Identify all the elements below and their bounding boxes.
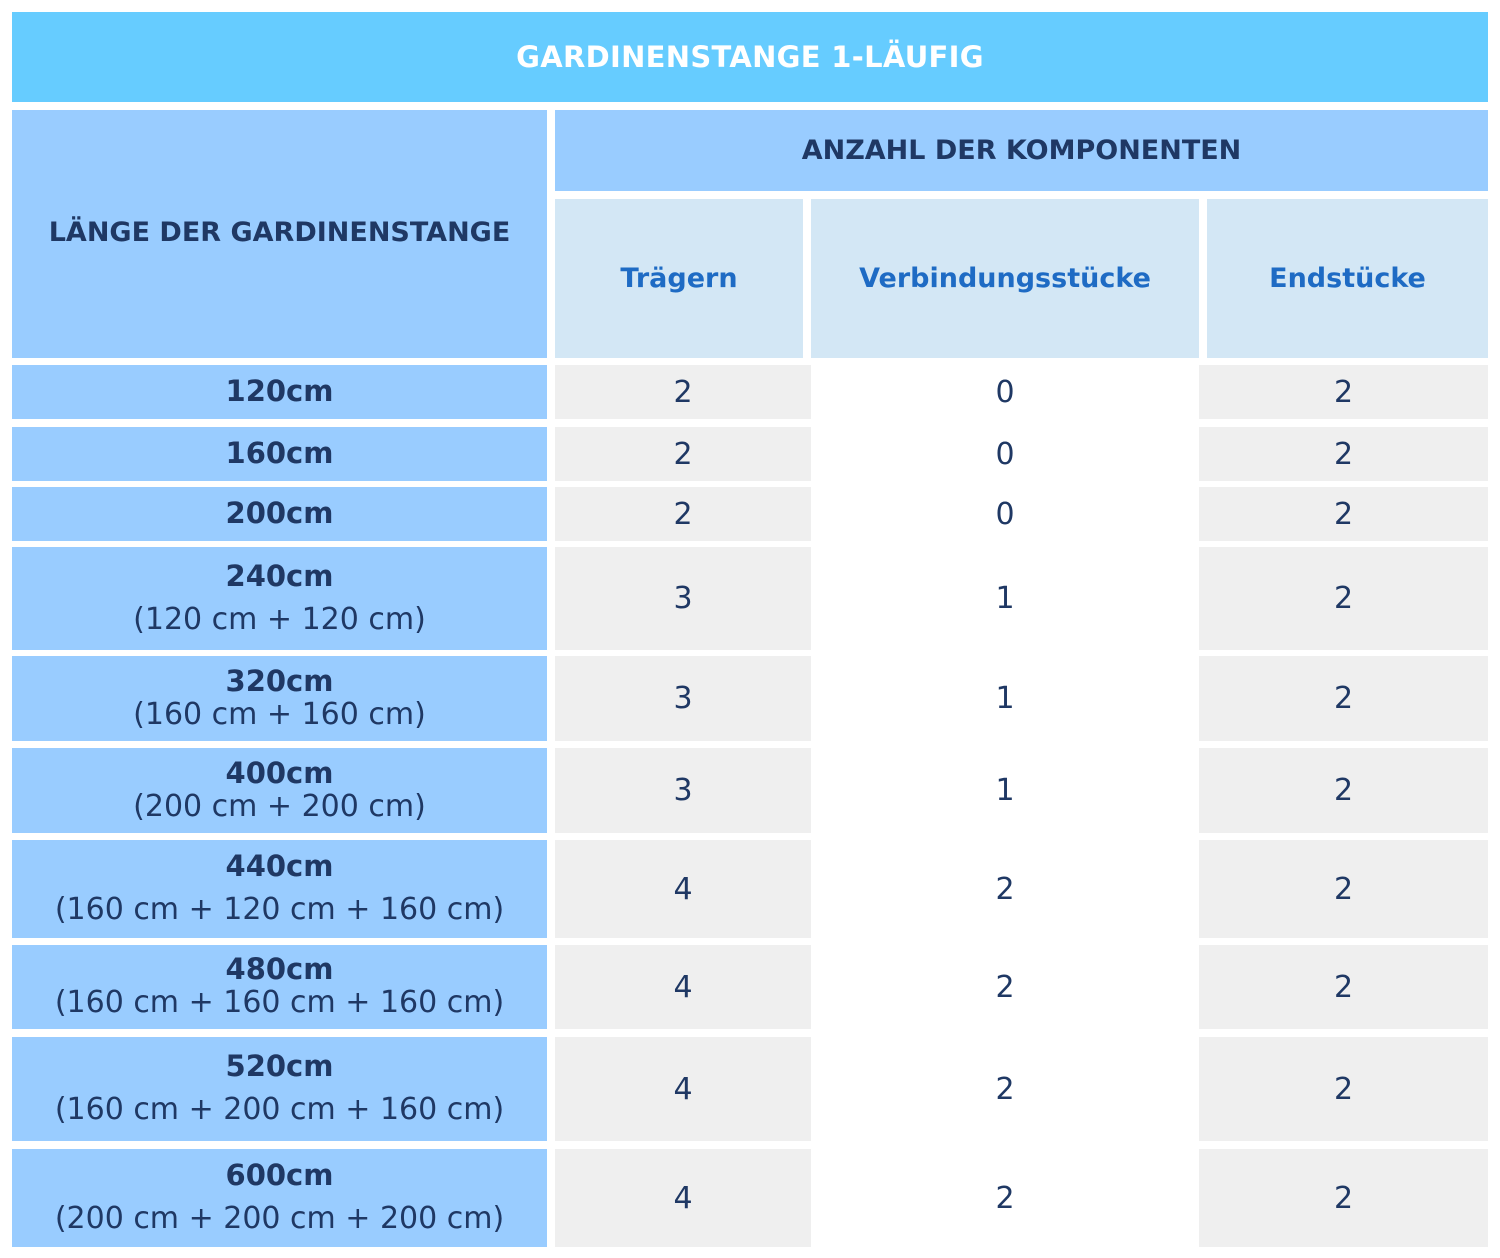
length-breakdown: (200 cm + 200 cm) [133, 788, 426, 824]
length-breakdown: (160 cm + 160 cm + 160 cm) [54, 985, 505, 1021]
length-cell [12, 656, 547, 741]
count-cell-endstuecke: 2 [1199, 840, 1488, 938]
count-cell-verbindungsstuecke: 1 [811, 748, 1199, 833]
table-title: GARDINENSTANGE 1-LÄUFIG [12, 12, 1488, 102]
count-cell-traegern: 2 [555, 487, 811, 541]
length-breakdown: (160 cm + 200 cm + 160 cm) [54, 1092, 505, 1128]
length-cell [12, 365, 547, 419]
column-header-verbindungsstuecke: Verbindungsstücke [811, 199, 1199, 358]
length-cell [12, 1149, 547, 1247]
count-cell-endstuecke: 2 [1199, 656, 1488, 741]
count-cell-endstuecke: 2 [1199, 487, 1488, 541]
count-cell-traegern: 2 [555, 365, 811, 419]
count-cell-verbindungsstuecke: 2 [811, 1149, 1199, 1247]
length-breakdown: (160 cm + 120 cm + 160 cm) [54, 892, 505, 928]
count-cell-traegern: 4 [555, 1037, 811, 1141]
count-cell-endstuecke: 2 [1199, 547, 1488, 650]
count-cell-verbindungsstuecke: 1 [811, 547, 1199, 650]
column-header-traegern: Trägern [555, 199, 803, 358]
components-group-header: ANZAHL DER KOMPONENTEN [555, 110, 1488, 191]
count-cell-endstuecke: 2 [1199, 1149, 1488, 1247]
count-cell-endstuecke: 2 [1199, 427, 1488, 481]
count-cell-endstuecke: 2 [1199, 365, 1488, 419]
length-cell [12, 1037, 547, 1141]
length-value: 520cm [225, 1049, 334, 1084]
count-cell-traegern: 4 [555, 945, 811, 1029]
count-cell-traegern: 2 [555, 427, 811, 481]
count-cell-traegern: 3 [555, 656, 811, 741]
column-header-endstuecke: Endstücke [1207, 199, 1488, 358]
length-cell [12, 427, 547, 481]
length-value: 440cm [225, 849, 334, 884]
length-breakdown: (160 cm + 160 cm) [133, 696, 426, 732]
count-cell-traegern: 4 [555, 1149, 811, 1247]
count-cell-traegern: 4 [555, 840, 811, 938]
count-cell-traegern: 3 [555, 547, 811, 650]
length-value: 600cm [225, 1158, 334, 1193]
length-value: 200cm [225, 496, 334, 531]
count-cell-traegern: 3 [555, 748, 811, 833]
count-cell-endstuecke: 2 [1199, 748, 1488, 833]
length-breakdown: (200 cm + 200 cm + 200 cm) [54, 1201, 505, 1237]
count-cell-verbindungsstuecke: 0 [811, 427, 1199, 481]
length-cell [12, 840, 547, 938]
count-cell-verbindungsstuecke: 0 [811, 365, 1199, 419]
count-cell-verbindungsstuecke: 2 [811, 840, 1199, 938]
length-cell [12, 547, 547, 650]
length-value: 160cm [225, 436, 334, 471]
count-cell-verbindungsstuecke: 1 [811, 656, 1199, 741]
count-cell-verbindungsstuecke: 2 [811, 945, 1199, 1029]
length-value: 120cm [225, 374, 334, 409]
length-cell [12, 487, 547, 541]
length-value: 240cm [225, 558, 334, 593]
length-value: 480cm [225, 952, 334, 987]
count-cell-verbindungsstuecke: 2 [811, 1037, 1199, 1141]
count-cell-verbindungsstuecke: 0 [811, 487, 1199, 541]
length-breakdown: (120 cm + 120 cm) [133, 601, 426, 637]
length-value: 320cm [225, 663, 334, 698]
length-cell [12, 945, 547, 1029]
length-column-header: LÄNGE DER GARDINENSTANGE [12, 110, 547, 358]
length-cell [12, 748, 547, 833]
length-value: 400cm [225, 755, 334, 790]
count-cell-endstuecke: 2 [1199, 945, 1488, 1029]
count-cell-endstuecke: 2 [1199, 1037, 1488, 1141]
